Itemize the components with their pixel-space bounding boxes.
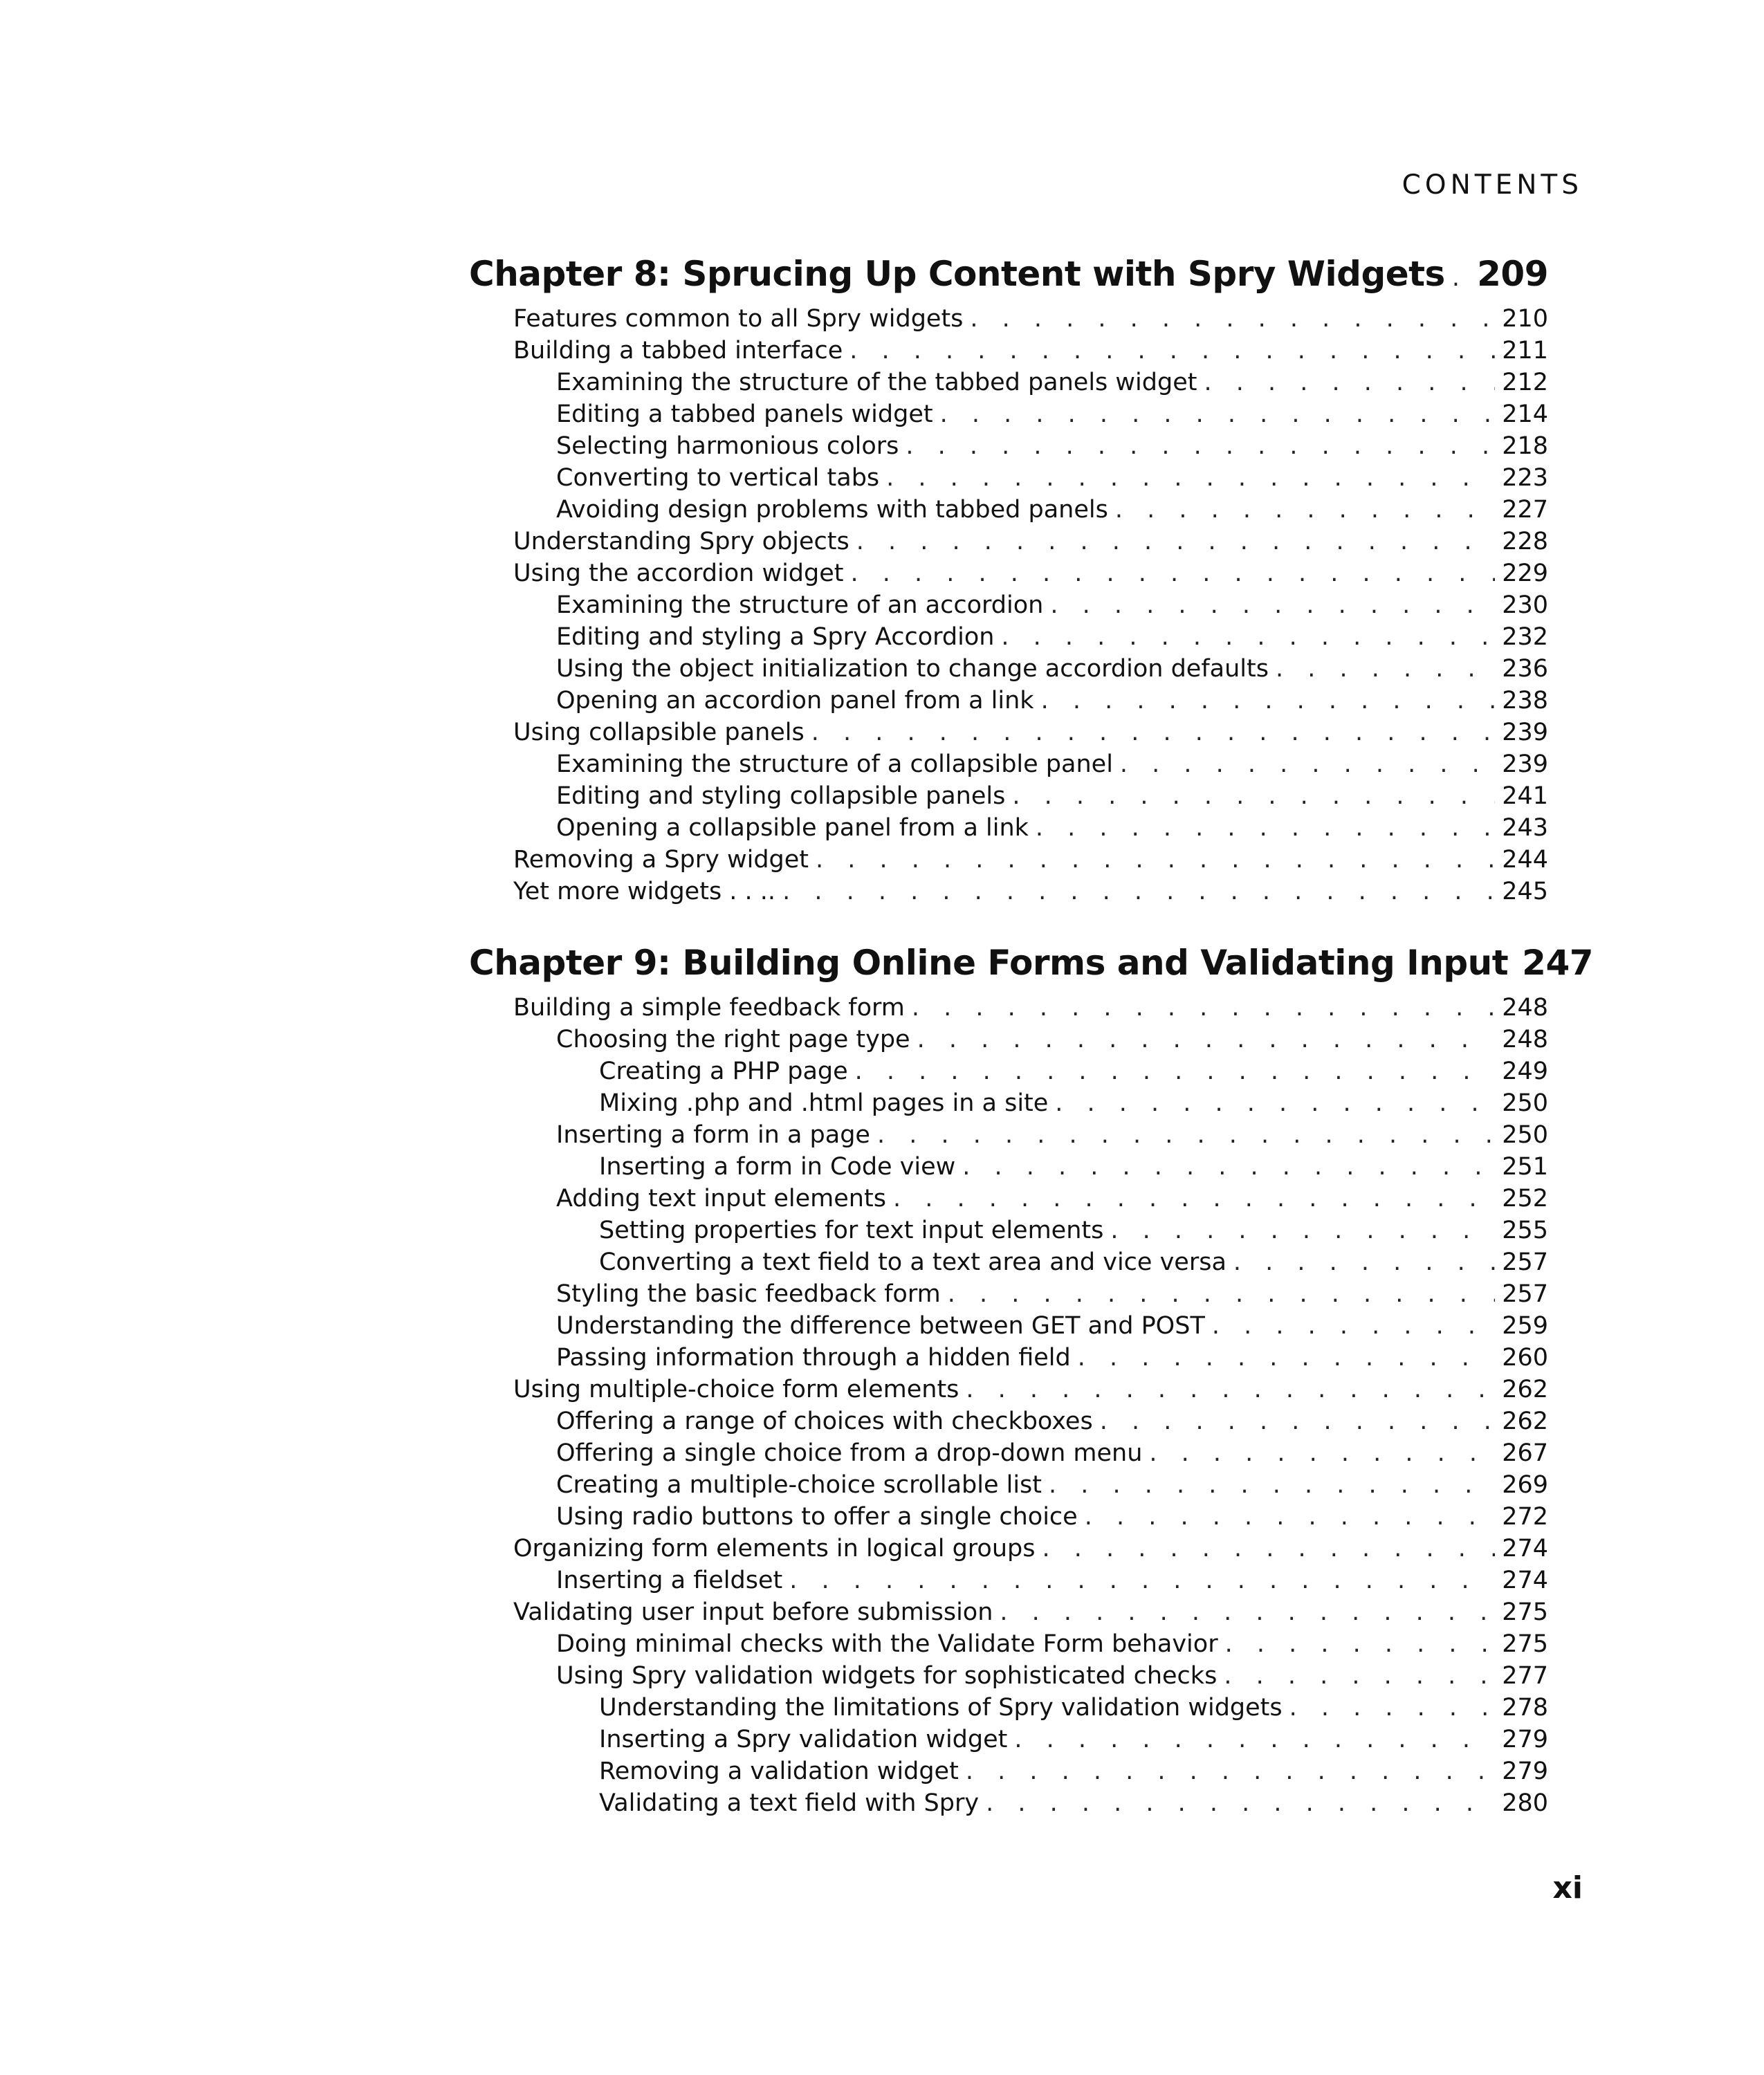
toc-entry: [469, 685, 1548, 717]
dot-leader: [1289, 1692, 1496, 1724]
dot-leader: [1233, 1246, 1495, 1278]
toc-entry-page-number: 212: [1502, 369, 1548, 396]
toc-entry: [469, 653, 1548, 685]
dot-leader: [811, 717, 1495, 748]
toc-entry: [469, 1342, 1548, 1374]
toc-entry-title: Understanding Spry objects: [513, 528, 849, 555]
toc-entry-page-number: 262: [1502, 1408, 1548, 1435]
toc-entry: [469, 1374, 1548, 1405]
table-of-contents: [469, 249, 1594, 1819]
toc-entry-title: Using multiple-choice form elements: [513, 1376, 959, 1403]
toc-entry: [469, 1565, 1548, 1596]
toc-entry-title: Features common to all Spry widgets: [513, 305, 964, 333]
toc-entry-page-number: 267: [1502, 1439, 1548, 1467]
dot-leader: [855, 1055, 1496, 1087]
toc-entry-page-number: 241: [1502, 782, 1548, 810]
toc-entry-title: Opening an accordion panel from a link: [556, 687, 1034, 714]
toc-entry: [469, 526, 1548, 557]
chapter-title: Chapter 9: Building Online Forms and Validating Input: [469, 943, 1509, 983]
dot-leader: [789, 1565, 1495, 1596]
toc-entry-title: Using the object initialization to change accordion defaults: [556, 655, 1269, 683]
chapter-heading: [469, 249, 1548, 299]
toc-entry: [469, 1151, 1548, 1183]
toc-entry-title: Editing a tabbed panels widget: [556, 400, 933, 428]
toc-entry-title: Editing and styling a Spry Accordion: [556, 623, 995, 651]
toc-entry-page-number: 236: [1502, 655, 1548, 683]
toc-entry-page-number: 272: [1502, 1503, 1548, 1531]
toc-entry: [469, 1405, 1548, 1437]
chapter-heading: [469, 938, 1594, 988]
toc-entry-title: Selecting harmonious colors: [556, 432, 899, 460]
dot-leader: [1000, 1596, 1495, 1628]
chapter-page-number: 247: [1522, 943, 1594, 983]
dot-leader: [877, 1119, 1495, 1151]
dot-leader: [1204, 367, 1495, 398]
chapter-8-entries: [469, 303, 1548, 907]
toc-entry-page-number: 278: [1502, 1694, 1548, 1722]
toc-entry-page-number: 251: [1502, 1153, 1548, 1181]
toc-entry: [469, 462, 1548, 494]
toc-entry-page-number: 230: [1502, 591, 1548, 619]
toc-entry: [469, 430, 1548, 462]
toc-entry: [469, 1724, 1548, 1755]
dot-leader: [912, 992, 1495, 1024]
dot-leader: [849, 335, 1495, 367]
toc-entry-page-number: 279: [1502, 1758, 1548, 1785]
toc-entry-title: Yet more widgets . . ..: [513, 878, 776, 905]
toc-entry-page-number: 255: [1502, 1217, 1548, 1244]
dot-leader: [782, 876, 1495, 907]
toc-entry: [469, 780, 1548, 812]
toc-entry: [469, 1501, 1548, 1533]
dot-leader: [816, 844, 1495, 876]
dot-leader: [1224, 1660, 1495, 1692]
toc-entry-page-number: 252: [1502, 1185, 1548, 1212]
toc-entry: [469, 1310, 1548, 1342]
toc-entry-title: Doing minimal checks with the Validate Form behavior: [556, 1630, 1218, 1658]
toc-entry-title: Passing information through a hidden field: [556, 1344, 1071, 1372]
toc-entry-title: Inserting a Spry validation widget: [599, 1726, 1008, 1753]
toc-entry-page-number: 275: [1502, 1598, 1548, 1626]
toc-entry: [469, 1692, 1548, 1724]
toc-entry: [469, 367, 1548, 398]
toc-entry-title: Building a simple feedback form: [513, 994, 905, 1022]
chapter-9-section: [469, 938, 1594, 1819]
dot-leader: [1041, 685, 1496, 717]
toc-entry-page-number: 250: [1502, 1089, 1548, 1117]
toc-entry: [469, 1787, 1548, 1819]
dot-leader: [966, 1755, 1495, 1787]
toc-entry: [469, 1215, 1548, 1246]
toc-entry-page-number: 229: [1502, 560, 1548, 587]
toc-entry: [469, 557, 1548, 589]
toc-entry-title: Creating a PHP page: [599, 1058, 848, 1085]
toc-entry-title: Editing and styling collapsible panels: [556, 782, 1006, 810]
toc-entry-title: Offering a range of choices with checkboxes: [556, 1408, 1093, 1435]
dot-leader: [856, 526, 1495, 557]
toc-entry-page-number: 211: [1502, 337, 1548, 365]
toc-entry-page-number: 248: [1502, 1026, 1548, 1053]
toc-entry-page-number: 232: [1502, 623, 1548, 651]
dot-leader: [1115, 494, 1495, 526]
toc-entry-page-number: 239: [1502, 750, 1548, 778]
toc-entry-title: Mixing .php and .html pages in a site: [599, 1089, 1049, 1117]
toc-entry-page-number: 228: [1502, 528, 1548, 555]
toc-entry-title: Removing a validation widget: [599, 1758, 959, 1785]
dot-leader: [986, 1787, 1495, 1819]
toc-entry: [469, 1755, 1548, 1787]
toc-entry-title: Adding text input elements: [556, 1185, 886, 1212]
toc-entry: [469, 748, 1548, 780]
chapter-page-number: 209: [1477, 254, 1548, 294]
toc-entry-page-number: 257: [1502, 1280, 1548, 1308]
toc-entry-title: Inserting a form in Code view: [599, 1153, 956, 1181]
toc-entry: [469, 812, 1548, 844]
toc-entry-page-number: 227: [1502, 496, 1548, 524]
toc-entry-title: Styling the basic feedback form: [556, 1280, 941, 1308]
dot-leader: [886, 462, 1495, 494]
toc-entry: [469, 992, 1548, 1024]
toc-entry-title: Offering a single choice from a drop-down menu: [556, 1439, 1143, 1467]
dot-leader: [1050, 589, 1495, 621]
toc-entry-page-number: 248: [1502, 994, 1548, 1022]
toc-entry-page-number: 259: [1502, 1312, 1548, 1340]
toc-entry: [469, 303, 1548, 335]
toc-entry: [469, 1055, 1548, 1087]
toc-entry-page-number: 214: [1502, 400, 1548, 428]
dot-leader: [1212, 1310, 1495, 1342]
toc-entry-title: Inserting a form in a page: [556, 1121, 870, 1149]
toc-entry: [469, 1024, 1548, 1055]
dot-leader: [1149, 1437, 1495, 1469]
toc-entry-page-number: 244: [1502, 846, 1548, 874]
dot-leader: [1001, 621, 1495, 653]
toc-entry-page-number: 239: [1502, 719, 1548, 746]
dot-leader: [948, 1278, 1495, 1310]
toc-entry: [469, 1533, 1548, 1565]
toc-entry: [469, 1469, 1548, 1501]
toc-entry-title: Choosing the right page type: [556, 1026, 910, 1053]
toc-entry: [469, 1660, 1548, 1692]
dot-leader: [1078, 1342, 1495, 1374]
chapter-9-entries: [469, 992, 1548, 1819]
dot-leader: [1276, 653, 1495, 685]
toc-entry-page-number: 269: [1502, 1471, 1548, 1499]
dot-leader: [962, 1151, 1495, 1183]
toc-entry: [469, 717, 1548, 748]
dot-leader: [917, 1024, 1496, 1055]
toc-entry-title: Organizing form elements in logical groups: [513, 1535, 1036, 1562]
toc-entry-title: Validating a text field with Spry: [599, 1789, 980, 1817]
toc-entry-title: Removing a Spry widget: [513, 846, 809, 874]
toc-entry: [469, 844, 1548, 876]
toc-entry: [469, 494, 1548, 526]
chapter-title: Chapter 8: Sprucing Up Content with Spry Widgets: [469, 254, 1445, 294]
toc-entry-page-number: 223: [1502, 464, 1548, 492]
dot-leader: [1036, 812, 1495, 844]
toc-entry-page-number: 260: [1502, 1344, 1548, 1372]
dot-leader: [851, 557, 1496, 589]
toc-entry-title: Using radio buttons to offer a single choice: [556, 1503, 1078, 1531]
toc-entry-title: Opening a collapsible panel from a link: [556, 814, 1029, 842]
toc-entry: [469, 1596, 1548, 1628]
dot-leader: [1110, 1215, 1495, 1246]
toc-entry-title: Converting to vertical tabs: [556, 464, 880, 492]
toc-entry: [469, 621, 1548, 653]
toc-entry: [469, 876, 1548, 907]
toc-entry-page-number: 262: [1502, 1376, 1548, 1403]
dot-leader: [1452, 253, 1470, 303]
toc-entry-page-number: 218: [1502, 432, 1548, 460]
toc-entry-page-number: 250: [1502, 1121, 1548, 1149]
toc-entry-page-number: 279: [1502, 1726, 1548, 1753]
toc-entry-title: Understanding the limitations of Spry validation widgets: [599, 1694, 1283, 1722]
toc-entry: [469, 1119, 1548, 1151]
dot-leader: [1012, 780, 1495, 812]
dot-leader: [1014, 1724, 1495, 1755]
toc-entry: [469, 1246, 1548, 1278]
toc-entry: [469, 589, 1548, 621]
dot-leader: [1120, 748, 1495, 780]
dot-leader: [893, 1183, 1495, 1215]
dot-leader: [1042, 1533, 1495, 1565]
dot-leader: [1055, 1087, 1495, 1119]
dot-leader: [1225, 1628, 1496, 1660]
toc-entry-title: Understanding the difference between GET and POST: [556, 1312, 1205, 1340]
toc-entry-title: Avoiding design problems with tabbed panels: [556, 496, 1108, 524]
toc-entry-title: Converting a text field to a text area and vice versa: [599, 1248, 1226, 1276]
toc-entry-page-number: 274: [1502, 1535, 1548, 1562]
toc-entry-page-number: 257: [1502, 1248, 1548, 1276]
dot-leader: [1100, 1405, 1496, 1437]
dot-leader: [1085, 1501, 1495, 1533]
toc-entry: [469, 1628, 1548, 1660]
dot-leader: [1049, 1469, 1495, 1501]
toc-entry-title: Using collapsible panels: [513, 719, 805, 746]
toc-entry-title: Examining the structure of the tabbed panels widget: [556, 369, 1197, 396]
page-folio: xi: [1552, 1870, 1583, 1906]
toc-entry: [469, 1087, 1548, 1119]
toc-entry: [469, 335, 1548, 367]
toc-entry-page-number: 274: [1502, 1567, 1548, 1594]
dot-leader: [970, 303, 1495, 335]
toc-entry: [469, 398, 1548, 430]
toc-entry-title: Inserting a fieldset: [556, 1567, 783, 1594]
toc-entry-title: Using Spry validation widgets for sophisticated checks: [556, 1662, 1218, 1690]
toc-entry-page-number: 280: [1502, 1789, 1548, 1817]
toc-entry-page-number: 243: [1502, 814, 1548, 842]
toc-entry: [469, 1183, 1548, 1215]
toc-entry-page-number: 277: [1502, 1662, 1548, 1690]
chapter-8-section: [469, 249, 1548, 907]
toc-entry-title: Examining the structure of a collapsible panel: [556, 750, 1113, 778]
toc-entry-title: Building a tabbed interface: [513, 337, 843, 365]
toc-entry-title: Examining the structure of an accordion: [556, 591, 1044, 619]
dot-leader: [966, 1374, 1495, 1405]
toc-entry-title: Creating a multiple-choice scrollable list: [556, 1471, 1042, 1499]
toc-entry: [469, 1437, 1548, 1469]
toc-entry-page-number: 249: [1502, 1058, 1548, 1085]
toc-entry-page-number: 275: [1502, 1630, 1548, 1658]
toc-entry: [469, 1278, 1548, 1310]
toc-entry-page-number: 245: [1502, 878, 1548, 905]
dot-leader: [906, 430, 1495, 462]
toc-entry-title: Using the accordion widget: [513, 560, 844, 587]
running-head: CONTENTS: [1402, 169, 1583, 201]
toc-entry-page-number: 210: [1502, 305, 1548, 333]
toc-entry-title: Setting properties for text input elements: [599, 1217, 1104, 1244]
toc-entry-title: Validating user input before submission: [513, 1598, 993, 1626]
toc-entry-page-number: 238: [1502, 687, 1548, 714]
dot-leader: [940, 398, 1496, 430]
